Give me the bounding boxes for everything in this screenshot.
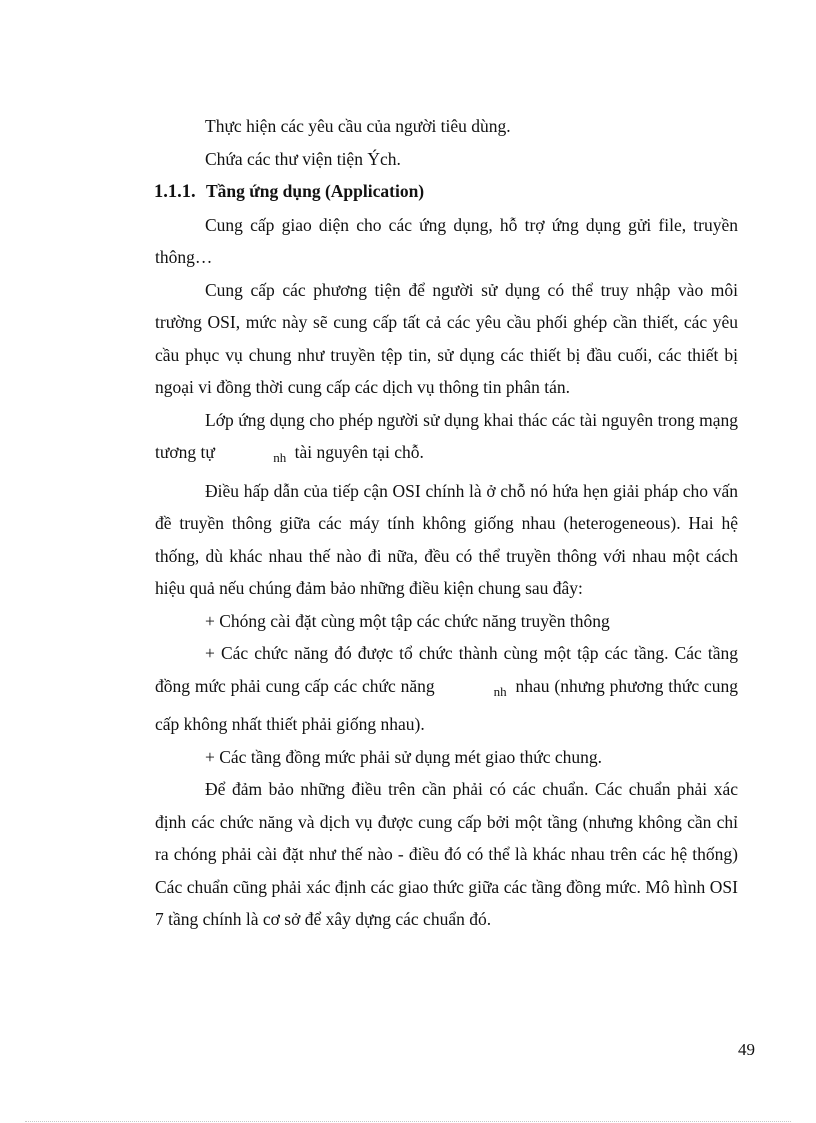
paragraph-1: Cung cấp giao diện cho các ứng dụng, hỗ trợ ứng dụng gửi file, truyền thông…: [155, 214, 738, 267]
paragraph-3-part-b: tài nguyên tại chỗ.: [294, 442, 424, 462]
bullet-2-part-a: + Các chức năng đó được tổ chức thành cùng một tập các tầng. Các tầng đồng mức phải cung cấp các chức năng: [155, 643, 738, 696]
footer-divider: [25, 1121, 791, 1122]
bullet-3: + Các tầng đồng mức phải sử dụng mét giao thức chung.: [205, 746, 602, 767]
bullet-2-subscript: nh: [493, 683, 507, 699]
section-title: Tầng ứng dụng (Application): [206, 181, 425, 201]
paragraph-5: Để đảm bảo những điều trên cần phải có các chuẩn. Các chuẩn phải xác định các chức năng và dịch vụ được cung cấp bởi một tầng (nhưng không cần chỉ ra chóng phải cài đặt như thế nào - điều đó có thể là khác nhau trên các hệ thống) Các chuẩn cũng phải xác định các giao thức giữa các tầng đồng mức. Mô hình OSI 7 tầng chính là cơ sở để xây dựng các chuẩn đó.: [155, 779, 738, 929]
bullet-2-part-b: nhau (nhưng phương thức cung cấp không nhất thiết phải giống nhau).: [155, 675, 739, 734]
text-line-2: Chứa các thư viện tiện Ých.: [205, 148, 401, 169]
paragraph-4: Điều hấp dẫn của tiếp cận OSI chính là ở chỗ nó hứa hẹn giải pháp cho vấn đề truyền thông giữa các máy tính không giống nhau (heterogeneous). Hai hệ thống, dù khác nhau thế nào đi nữa, đều có thể truyền thông với nhau một cách hiệu quả nếu chúng đảm bảo những điều kiện chung sau đây:: [155, 480, 738, 598]
paragraph-2: Cung cấp các phương tiện để người sử dụng có thể truy nhập vào môi trường OSI, mức này sẽ cung cấp tất cả các yêu cầu phối ghép cần thiết, các yêu cầu phục vụ chung như truyền tệp tin, sử dụng các thiết bị đầu cuối, các thiết bị ngoại vi đồng thời cung cấp các dịch vụ thông tin phân tán.: [155, 279, 738, 397]
page-number: 49: [738, 1040, 755, 1059]
paragraph-3-part-a: Lớp ứng dụng cho phép người sử dụng khai thác các tài nguyên trong mạng tương tự: [155, 409, 738, 462]
paragraph-3-subscript: nh: [273, 450, 287, 465]
bullet-2: [155, 637, 738, 741]
page-content: [155, 110, 738, 936]
paragraph-3: [155, 404, 738, 475]
section-number: 1.1.1.: [154, 182, 196, 202]
bullet-1: + Chóng cài đặt cùng một tập các chức năng truyền thông: [205, 610, 610, 631]
section-heading: [155, 175, 738, 209]
text-line-1: Thực hiện các yêu cầu của người tiêu dùng.: [205, 116, 511, 136]
